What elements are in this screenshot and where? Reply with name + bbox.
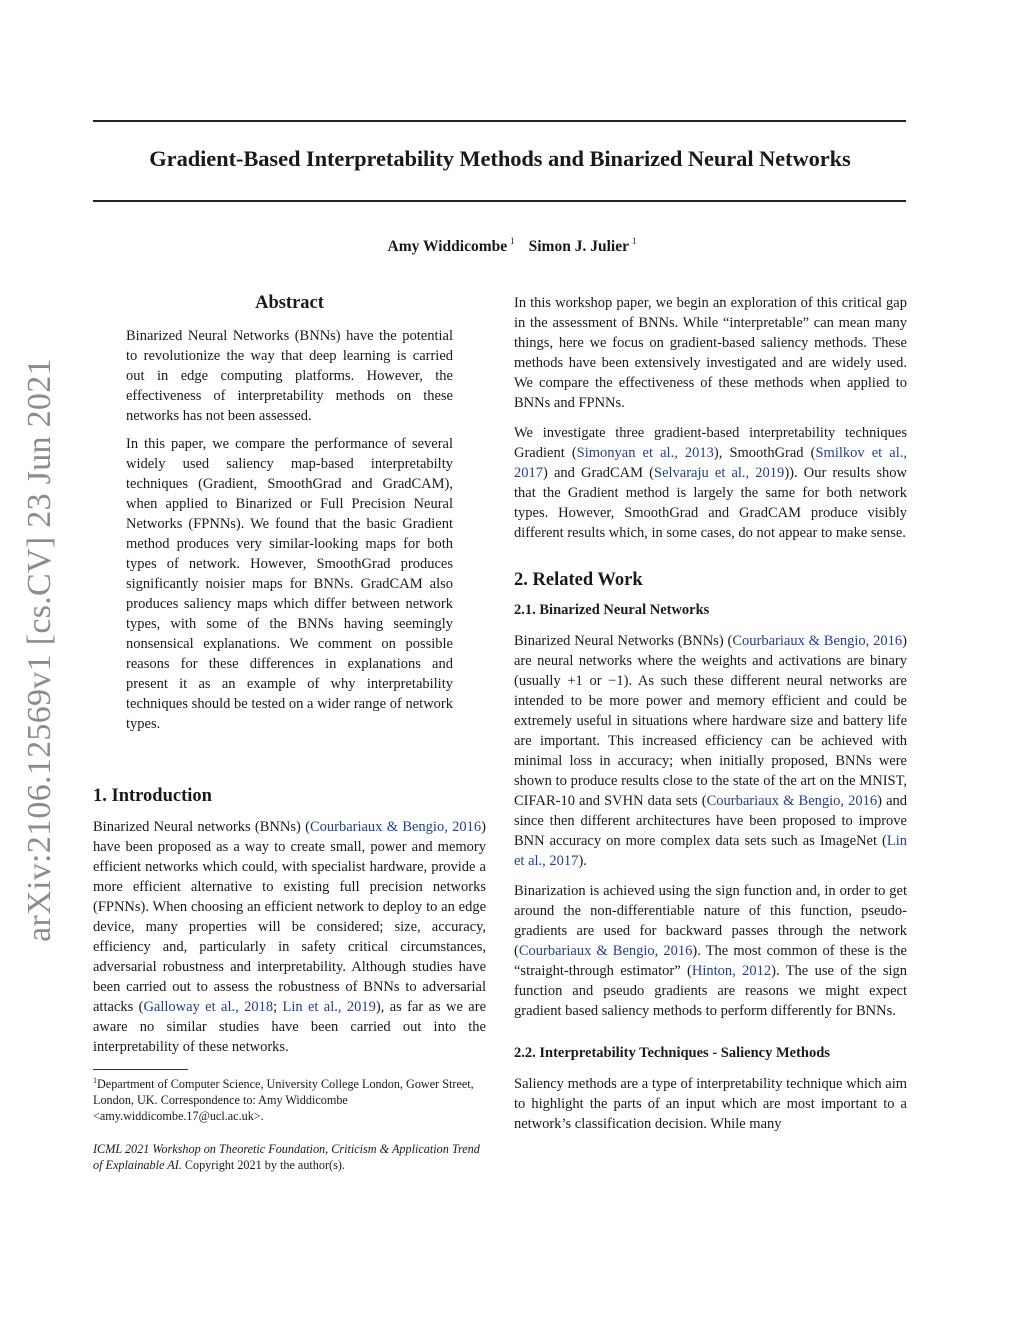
right-column (514, 293, 907, 1134)
arxiv-identifier[interactable]: arXiv:2106.12569v1 [cs.CV] 23 Jun 2021 (21, 358, 58, 942)
citation-link[interactable]: Simonyan et al., 2013 (576, 445, 714, 461)
math-expression: −1 (608, 673, 624, 689)
citation-link[interactable]: Courbariaux & Bengio, 2016 (732, 633, 903, 649)
body-paragraph: We investigate three gradient-based interpretability techniques Gradient (Simonyan et al., 2013), SmoothGrad (Smilkov et al., 2017) and GradCAM (Selvaraju et al., 2019)). Our results show that the Gradient method is largely the same for both network types. However, SmoothGrad and GradCAM produce visibly different results which, in some cases, do not appear to make sense. (514, 425, 907, 541)
body-paragraph: In this workshop paper, we begin an exploration of this critical gap in the assessment of BNNs. While “interpretable” can mean many things, here we focus on gradient-based saliency methods. These methods have been extensively investigated and are widely used. We compare the effectiveness of these methods when applied to BNNs and FPNNs. (514, 295, 907, 411)
citation-link[interactable]: Smilkov et al., 2017 (514, 445, 907, 481)
abstract-paragraph: Binarized Neural Networks (BNNs) have the potential to revolutionize the way that deep learning is carried out in edge computing platforms. However, the effectiveness of interpretability methods on these networks has not been assessed. (126, 328, 453, 424)
author-list (0, 236, 1024, 256)
section-heading-introduction: 1. Introduction (93, 786, 212, 806)
citation-link[interactable]: Courbariaux & Bengio, 2016 (518, 943, 693, 959)
introduction-paragraph: Binarized Neural networks (BNNs) (Courbariaux & Bengio, 2016) have been proposed as a way to create small, power and memory efficient networks which could, with specialist hardware, provide a more efficient alternative to existing full precision networks (FPNNs). When choosing an efficient network to deploy to an edge device, many properties will be considered; size, accuracy, efficiency and, particularly in safety critical circumstances, adversarial robustness and interpretability. Although studies have been carried out to assess the robustness of BNNs to adversarial attacks (Galloway et al., 2018; Lin et al., 2019), as far as we are aware no similar studies have been carried out into the interpretability of these networks. (93, 819, 486, 1055)
body-paragraph: Binarized Neural Networks (BNNs) (Courbariaux & Bengio, 2016) are neural networks where the weights and activations are binary (usually +1 or −1). As such these different neural networks are intended to be more power and memory efficient and could be extremely useful in situations where hardware size and battery life are important. This increased efficiency can be achieved with minimal loss in accuracy; when initially proposed, BNNs were shown to produce results close to the state of the art on the MNIST, CIFAR-10 and SVHN data sets (Courbariaux & Bengio, 2016) and since then different architectures have been proposed to improve BNN accuracy on more complex data sets such as ImageNet (Lin et al., 2017). (514, 633, 908, 869)
author-affiliation-mark: 1 (510, 236, 515, 246)
affiliation-footnote: $^1$Department of Computer Science, University College London, Gower Street, London, UK. Correspondence to: Amy Widdicombe <amy.widdicombe.17@ucl.ac.uk>. (93, 1076, 474, 1123)
section-heading-related-work: 2. Related Work (514, 570, 643, 590)
body-paragraph: Binarization is achieved using the sign function and, in order to get around the non-differentiable nature of this function, pseudo-gradients are used for backward passes through the network (Courbariaux & Bengio, 2016). The most common of these is the “straight-through estimator” (Hinton, 2012). The use of the sign function and pseudo gradients are reasons we might expect gradient based saliency methods to perform differently for BNNs. (514, 883, 908, 1019)
title-top-rule (93, 120, 906, 122)
citation-link[interactable]: Hinton, 2012 (691, 963, 772, 979)
venue-name: ICML 2021 Workshop on Theoretic Foundation, Criticism & Application Trend of Explainable AI. (93, 1142, 480, 1172)
abstract (126, 290, 453, 734)
citation-link[interactable]: Lin et al., 2017 (514, 833, 907, 869)
citation-link[interactable]: Selvaraju et al., 2019 (654, 465, 785, 481)
abstract-paragraph: In this paper, we compare the performance of several widely used saliency map-based interpretabilty techniques (Gradient, SmoothGrad and GradCAM), when applied to Binarized or Full Precision Neural Networks (FPNNs). We found that the basic Gradient method produces very similar-looking maps for both types of network. However, SmoothGrad produces significantly noisier maps for BNNs. GradCAM also produces saliency maps which differ between network types, with some of the BNNs having seemingly nonsensical explanations. We comment on possible reasons for these differences in explanations and present it as an example of why interpretability techniques should be tested on a wider range of network types. (126, 436, 453, 732)
body-paragraph: Saliency methods are a type of interpretability technique which aim to highlight the parts of an input which are most important to a network’s classification decision. While many (514, 1076, 907, 1132)
subsection-heading-saliency-methods: 2.2. Interpretability Techniques - Saliency Methods (514, 1045, 830, 1061)
footnote-divider (93, 1069, 188, 1070)
abstract-heading: Abstract (255, 293, 324, 313)
citation-link[interactable]: Courbariaux & Bengio, 2016 (706, 793, 878, 809)
citation-link[interactable]: Galloway et al., 2018 (143, 999, 274, 1015)
paper-title: Gradient-Based Interpretability Methods and Binarized Neural Networks (149, 146, 851, 171)
subsection-heading-binarized-networks: 2.1. Binarized Neural Networks (514, 602, 710, 618)
citation-link[interactable]: Courbariaux & Bengio, 2016 (309, 819, 482, 835)
author-affiliation-mark: 1 (631, 236, 637, 246)
title-bottom-rule (93, 200, 906, 202)
venue-note: ICML 2021 Workshop on Theoretic Foundation, Criticism & Application Trend of Explainable AI. Copyright 2021 by the author(s). (93, 1142, 480, 1172)
math-expression: +1 (567, 673, 583, 689)
footnote-mark: 1 (93, 1076, 97, 1085)
citation-link[interactable]: Lin et al., 2019 (282, 999, 376, 1015)
author-name: Amy Widdicombe (387, 238, 508, 255)
author-name: Simon J. Julier (528, 238, 629, 255)
left-column (93, 290, 486, 1173)
